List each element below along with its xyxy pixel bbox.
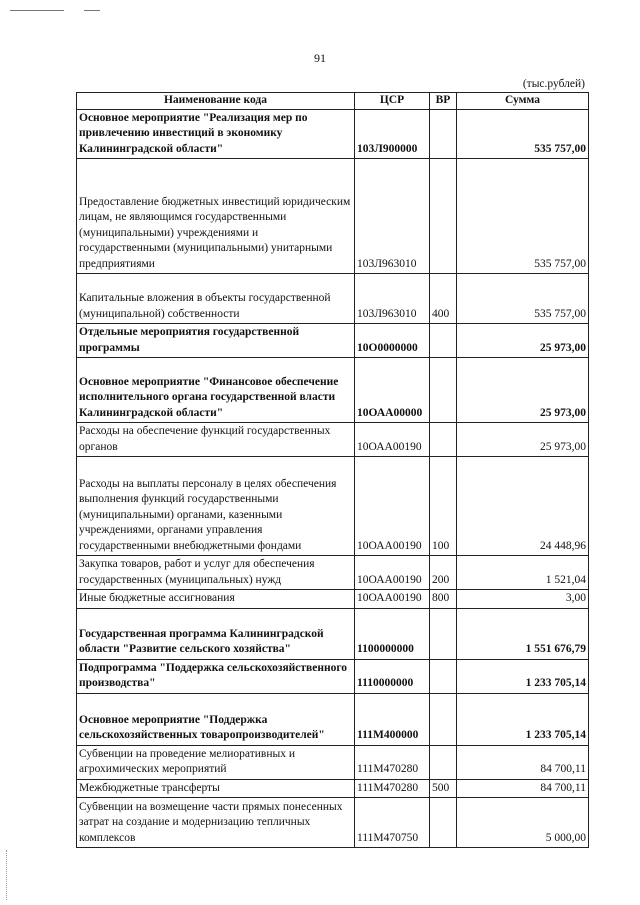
row-name: Предоставление бюджетных инвестиций юридическим лицам, не являющимся государственными (муниципальными) учреждениями и государственными (муниципальными) унитарными предприятиями <box>77 159 355 274</box>
table-row <box>77 608 589 659</box>
row-vr <box>430 109 457 159</box>
row-csr: 1100000000 <box>355 608 430 659</box>
row-csr: 103Л963010 <box>355 159 430 274</box>
row-vr: 500 <box>430 779 457 798</box>
units-label: (тыс.рублей) <box>522 78 585 90</box>
row-csr: 10ОАА00190 <box>355 556 430 590</box>
row-csr: 103Л900000 <box>355 109 430 159</box>
row-csr: 10ОАА00190 <box>355 590 430 609</box>
row-sum: 25 973,00 <box>457 423 589 457</box>
row-sum: 24 448,96 <box>457 457 589 556</box>
row-name: Закупка товаров, работ и услуг для обеспечения государственных (муниципальных) нужд <box>77 556 355 590</box>
table-row <box>77 693 589 745</box>
row-sum: 535 757,00 <box>457 274 589 324</box>
row-sum: 25 973,00 <box>457 324 589 358</box>
row-vr: 200 <box>430 556 457 590</box>
row-csr: 1110000000 <box>355 659 430 693</box>
row-vr <box>430 358 457 423</box>
table-row <box>77 358 589 423</box>
row-csr: 111М400000 <box>355 693 430 745</box>
row-name: Основное мероприятие "Поддержка сельскохозяйственных товаропроизводителей" <box>77 693 355 745</box>
row-vr <box>430 608 457 659</box>
scan-edge-marks <box>6 850 9 900</box>
row-name: Субвенции на проведение мелиоративных и агрохимических мероприятий <box>77 745 355 779</box>
row-csr: 111М470750 <box>355 798 430 848</box>
row-name: Капитальные вложения в объекты государственной (муниципальной) собственности <box>77 274 355 324</box>
table-row <box>77 159 589 274</box>
row-name: Подпрограмма "Поддержка сельскохозяйственного производства" <box>77 659 355 693</box>
table-row <box>77 324 589 358</box>
row-name: Основное мероприятие "Финансовое обеспечение исполнительного органа государственной власти Калининградской области" <box>77 358 355 423</box>
row-vr: 800 <box>430 590 457 609</box>
row-sum: 84 700,11 <box>457 745 589 779</box>
table-row <box>77 779 589 798</box>
table-row <box>77 590 589 609</box>
row-name: Отдельные мероприятия государственной программы <box>77 324 355 358</box>
row-vr: 400 <box>430 274 457 324</box>
table-row <box>77 274 589 324</box>
row-name: Субвенции на возмещение части прямых понесенных затрат на создание и модернизацию тепличных комплексов <box>77 798 355 848</box>
row-csr: 111М470280 <box>355 745 430 779</box>
row-sum: 1 551 676,79 <box>457 608 589 659</box>
row-sum: 1 233 705,14 <box>457 659 589 693</box>
row-vr <box>430 798 457 848</box>
row-sum: 1 233 705,14 <box>457 693 589 745</box>
table-row <box>77 798 589 848</box>
row-name: Иные бюджетные ассигнования <box>77 590 355 609</box>
row-sum: 5 000,00 <box>457 798 589 848</box>
row-vr <box>430 423 457 457</box>
row-vr <box>430 745 457 779</box>
row-vr <box>430 324 457 358</box>
row-csr: 111М470280 <box>355 779 430 798</box>
table-row <box>77 745 589 779</box>
row-name: Расходы на выплаты персоналу в целях обеспечения выполнения функций государственными (муниципальными) органами, казенными учреждениями, органами управления государственными внебюджетными фондами <box>77 457 355 556</box>
row-sum: 535 757,00 <box>457 109 589 159</box>
row-csr: 10ОАА00000 <box>355 358 430 423</box>
page-number: 91 <box>314 51 326 65</box>
table-row <box>77 659 589 693</box>
row-csr: 10ОАА00190 <box>355 423 430 457</box>
table-row <box>77 457 589 556</box>
row-csr: 103Л963010 <box>355 274 430 324</box>
table-row <box>77 556 589 590</box>
scan-mark-right <box>84 10 100 11</box>
row-name: Межбюджетные трансферты <box>77 779 355 798</box>
row-sum: 3,00 <box>457 590 589 609</box>
row-vr <box>430 659 457 693</box>
row-vr <box>430 159 457 274</box>
header-vr: ВР <box>430 93 457 110</box>
row-sum: 535 757,00 <box>457 159 589 274</box>
row-sum: 84 700,11 <box>457 779 589 798</box>
header-name: Наименование кода <box>77 93 355 110</box>
row-vr <box>430 693 457 745</box>
budget-table <box>76 92 589 848</box>
scan-mark-left <box>10 10 64 11</box>
row-name: Основное мероприятие "Реализация мер по привлечению инвестиций в экономику Калининградской области" <box>77 109 355 159</box>
row-sum: 25 973,00 <box>457 358 589 423</box>
row-csr: 10О0000000 <box>355 324 430 358</box>
row-name: Расходы на обеспечение функций государственных органов <box>77 423 355 457</box>
row-vr: 100 <box>430 457 457 556</box>
table-row <box>77 423 589 457</box>
row-name: Государственная программа Калининградской области "Развитие сельского хозяйства" <box>77 608 355 659</box>
header-csr: ЦСР <box>355 93 430 110</box>
table-header-row <box>77 93 589 110</box>
table-row <box>77 109 589 159</box>
row-sum: 1 521,04 <box>457 556 589 590</box>
row-csr: 10ОАА00190 <box>355 457 430 556</box>
header-sum: Сумма <box>457 93 589 110</box>
